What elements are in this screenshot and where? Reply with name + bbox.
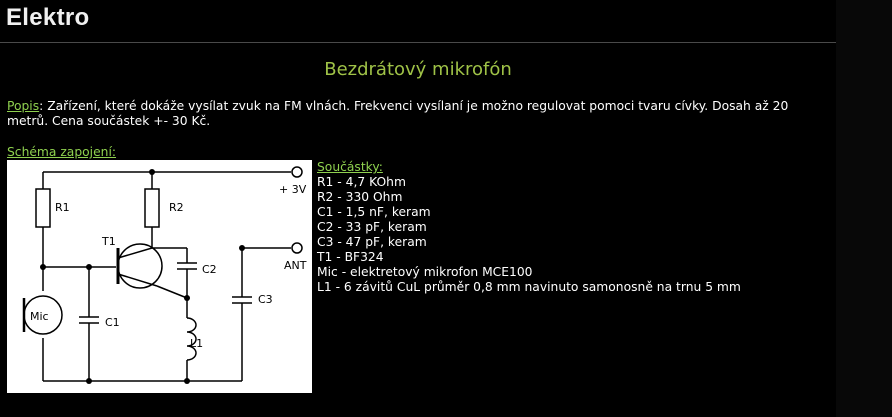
description-link[interactable]: Popis: [7, 99, 40, 113]
part-item: Mic - elektretový mikrofon MCE100: [317, 265, 533, 279]
article-description: [7, 99, 832, 129]
parts-title[interactable]: Součástky:: [317, 160, 383, 174]
site-header: [0, 0, 836, 42]
label-ant: ANT: [284, 259, 307, 272]
page-side-strip: [836, 0, 892, 417]
parts-list: [317, 160, 741, 295]
label-t1: T1: [102, 235, 116, 248]
label-r1: R1: [55, 201, 70, 214]
part-item: T1 - BF324: [317, 250, 384, 264]
label-mic: Mic: [30, 310, 49, 323]
part-item: C1 - 1,5 nF, keram: [317, 205, 431, 219]
part-item: C2 - 33 pF, keram: [317, 220, 427, 234]
part-item: C3 - 47 pF, keram: [317, 235, 427, 249]
header-divider: [0, 42, 836, 43]
site-title[interactable]: Elektro: [6, 4, 90, 31]
label-c1: C1: [105, 316, 120, 329]
description-text: : Zařízení, které dokáže vysílat zvuk na FM vlnách. Frekvenci vysílaní je možno regulovat pomoci tvaru cívky. Dosah až 20 metrů. Cena součástek +- 30 Kč.: [7, 99, 789, 128]
label-c3: C3: [258, 293, 273, 306]
schema-label[interactable]: Schéma zapojení:: [7, 145, 117, 159]
circuit-diagram: [7, 160, 312, 393]
part-item: R1 - 4,7 KOhm: [317, 175, 406, 189]
label-vplus: + 3V: [279, 183, 307, 196]
label-r2: R2: [169, 201, 184, 214]
part-item: R2 - 330 Ohm: [317, 190, 403, 204]
article-title: Bezdrátový mikrofón: [324, 59, 512, 80]
label-c2: C2: [202, 263, 217, 276]
part-item: L1 - 6 závitů CuL průměr 0,8 mm navinuto samonosně na trnu 5 mm: [317, 280, 741, 294]
label-l1: L1: [190, 337, 204, 350]
